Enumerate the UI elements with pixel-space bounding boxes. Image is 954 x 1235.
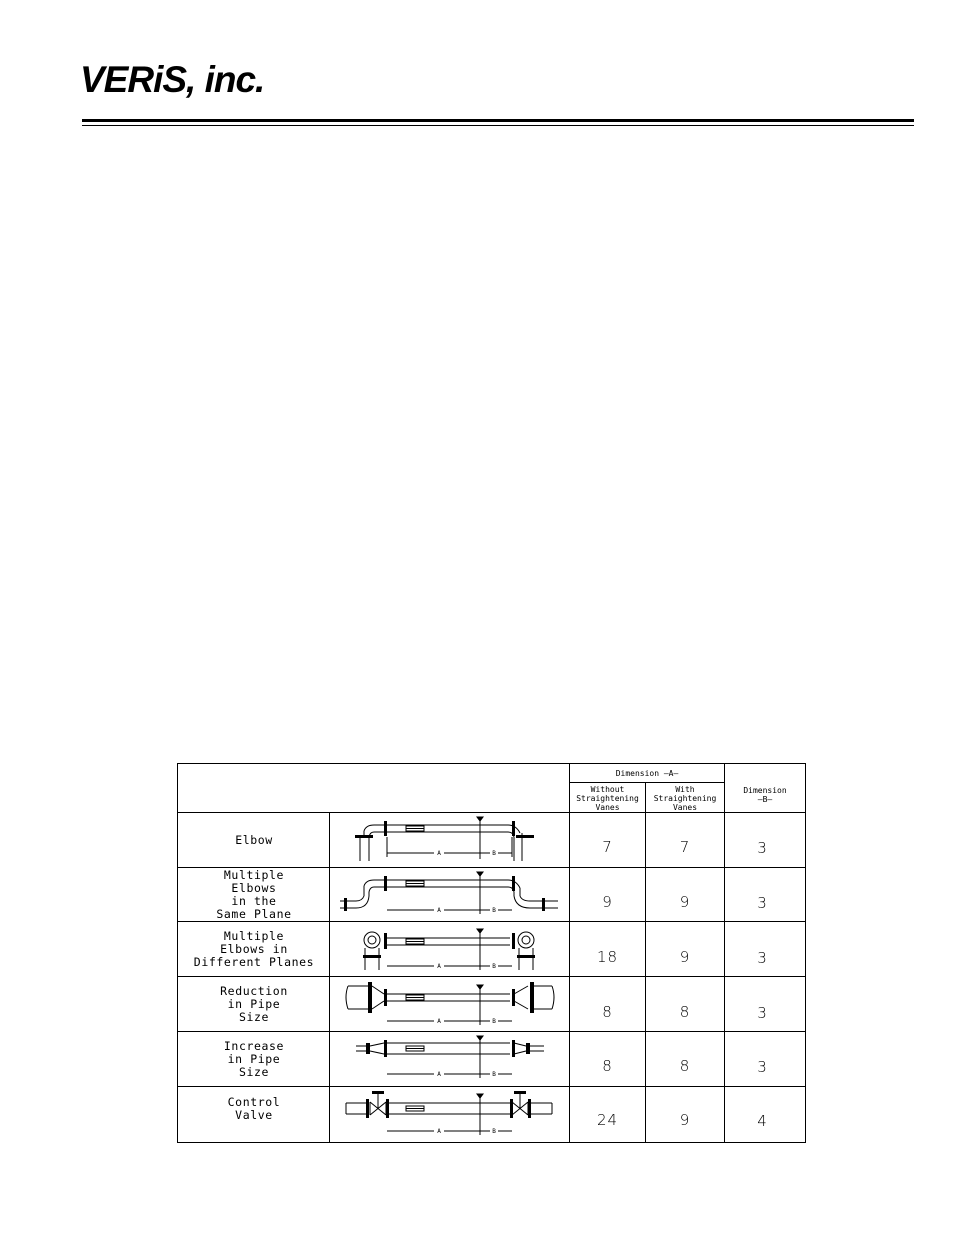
value-with: 9 <box>679 1111 691 1129</box>
dim-a-label: A <box>437 1018 441 1025</box>
row-label-multiple-elbows-same-plane: Multiple Elbows in the Same Plane <box>216 867 292 921</box>
dim-b-label: B <box>492 1071 496 1078</box>
dim-b-label: B <box>492 963 496 970</box>
value-b: 4 <box>757 1112 768 1130</box>
header-without-vanes: Without Straightening Vanes <box>576 785 639 812</box>
header-dimension-b: Dimension —B— <box>743 786 787 804</box>
dim-a-label: A <box>437 850 441 857</box>
value-without: 9 <box>602 893 613 911</box>
row-label-increase-in-pipe-size: Increase in Pipe Size <box>223 1038 285 1079</box>
value-without: 8 <box>602 1003 613 1021</box>
row-label-elbow: Elbow <box>235 832 273 847</box>
dim-a-label: A <box>437 907 441 914</box>
control-valve-diagram <box>330 1087 570 1141</box>
value-with: 8 <box>679 1057 691 1075</box>
reduction-in-pipe-size-diagram <box>330 977 570 1031</box>
elbow-diagram <box>330 813 570 867</box>
value-without: 7 <box>602 838 613 856</box>
value-with: 9 <box>679 948 691 966</box>
row-label-multiple-elbows-different-planes: Multiple Elbows in Different Planes <box>193 928 315 969</box>
value-b: 3 <box>757 894 768 912</box>
value-b: 3 <box>757 1004 768 1022</box>
value-without: 8 <box>602 1057 613 1075</box>
value-b: 3 <box>757 949 768 967</box>
value-b: 3 <box>757 839 768 857</box>
value-with: 9 <box>679 893 691 911</box>
row-label-reduction-in-pipe-size: Reduction in Pipe Size <box>220 983 288 1024</box>
header-subdivider <box>569 782 724 783</box>
increase-in-pipe-size-diagram <box>330 1032 570 1086</box>
dim-a-label: A <box>437 963 441 970</box>
dim-b-label: B <box>492 1018 496 1025</box>
dim-a-label: A <box>437 1128 441 1135</box>
multiple-elbows-same-plane-diagram <box>330 868 570 921</box>
header-dimension-a: Dimension —A— <box>615 769 679 778</box>
dim-b-label: B <box>492 850 496 857</box>
dim-b-label: B <box>492 1128 496 1135</box>
value-b: 3 <box>757 1058 768 1076</box>
row-label-control-valve: Control Valve <box>227 1095 281 1122</box>
dim-a-label: A <box>437 1071 441 1078</box>
value-with: 8 <box>679 1003 691 1021</box>
straight-run-table <box>177 763 806 1143</box>
veris-logo <box>80 60 295 100</box>
multiple-elbows-different-planes-diagram <box>330 922 570 976</box>
logo-text: VERiS, inc. <box>80 60 265 100</box>
header-rule-thick <box>82 119 914 122</box>
header-rule-thin <box>82 125 914 126</box>
value-without: 24 <box>596 1111 619 1129</box>
value-with: 7 <box>679 838 691 856</box>
value-without: 18 <box>596 948 619 966</box>
dim-b-label: B <box>492 907 496 914</box>
header-with-vanes: With Straightening Vanes <box>653 785 717 812</box>
